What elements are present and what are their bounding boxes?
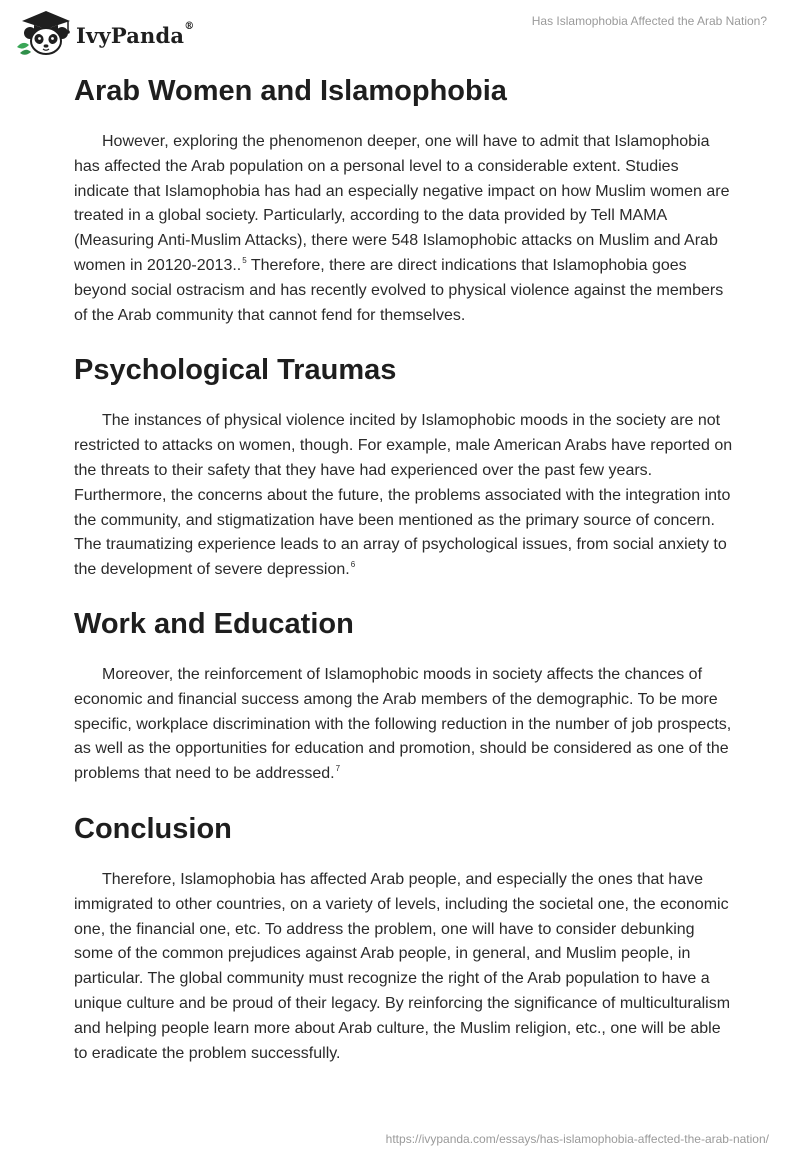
panda-graduate-icon [14, 7, 74, 57]
section-paragraph [74, 663, 734, 787]
section-paragraph [74, 409, 734, 583]
essay-content [74, 66, 734, 1066]
logo-text: IvyPanda [76, 22, 185, 48]
paragraph-text: However, exploring the phenomenon deeper, one will have to admit that Islamophobia has affected the Arab population on a personal level to a considerable extent. Studies indicate that Islamophobia has had an especially negative impact on how Muslim women are treated in a global society. Particularly, according to the data provided by Tell MAMA (Measuring Anti-Muslim Attacks), there were 548 Islamophobic attacks on Muslim and Arab women in 20120-2013.. [74, 133, 730, 274]
section-heading: Conclusion [74, 812, 232, 845]
footnote-ref[interactable]: 7 [335, 764, 341, 774]
logo-wordmark [76, 20, 195, 48]
registered-mark: ® [184, 20, 195, 32]
paragraph-text: Moreover, the reinforcement of Islamophobic moods in society affects the chances of economic and financial success among the Arab members of the demographic. To be more specific, workplace discrimination with the following reduction in the number of job prospects, as well as the opportunities for education and promotion, should be considered as one of the problems that need to be addressed. [74, 665, 732, 783]
footnote-ref[interactable]: 6 [350, 560, 356, 570]
section-paragraph [74, 130, 734, 328]
section-heading: Arab Women and Islamophobia [74, 75, 507, 107]
section-heading: Work and Education [74, 607, 354, 640]
source-url[interactable]: https://ivypanda.com/essays/has-islamophobia-affected-the-arab-nation/ [385, 1132, 769, 1146]
paragraph-text: The instances of physical violence incited by Islamophobic moods in the society are not restricted to attacks on women, though. For example, male American Arabs have reported on the threats to their safety that they have had experienced over the past few years. Furthermore, the concerns about the future, the problems associated with the integration into the community, and stigmatization have been mentioned as the primary source of concern. The traumatizing experience leads to an array of psychological issues, from social anxiety to the development of severe depression. [74, 412, 733, 579]
footnote-ref[interactable]: 5 [242, 255, 247, 265]
page-title: Has Islamophobia Affected the Arab Nation? [531, 14, 767, 28]
ivypanda-logo[interactable] [14, 7, 194, 57]
paragraph-text: Therefore, there are direct indications that Islamophobia goes beyond social ostracism and has recently evolved to physical violence against the members of the Arab community that cannot fend for themselves. [74, 256, 724, 324]
section-heading: Psychological Traumas [74, 354, 397, 387]
section-paragraph: Therefore, Islamophobia has affected Arab people, and especially the ones that have immigrated to other countries, on a variety of levels, including the societal one, the economic one, the financial one, etc. To address the problem, one will have to consider debunking some of the common prejudices against Arab people, in general, and Muslim people, in particular. The global community must recognize the right of the Arab population to have a unique culture and be proud of their legacy. By reinforcing the significance of multiculturalism and helping people learn more about Arab culture, the Muslim religion, etc., one will be able to eradicate the problem successfully. [74, 870, 731, 1062]
page-header [0, 0, 800, 64]
